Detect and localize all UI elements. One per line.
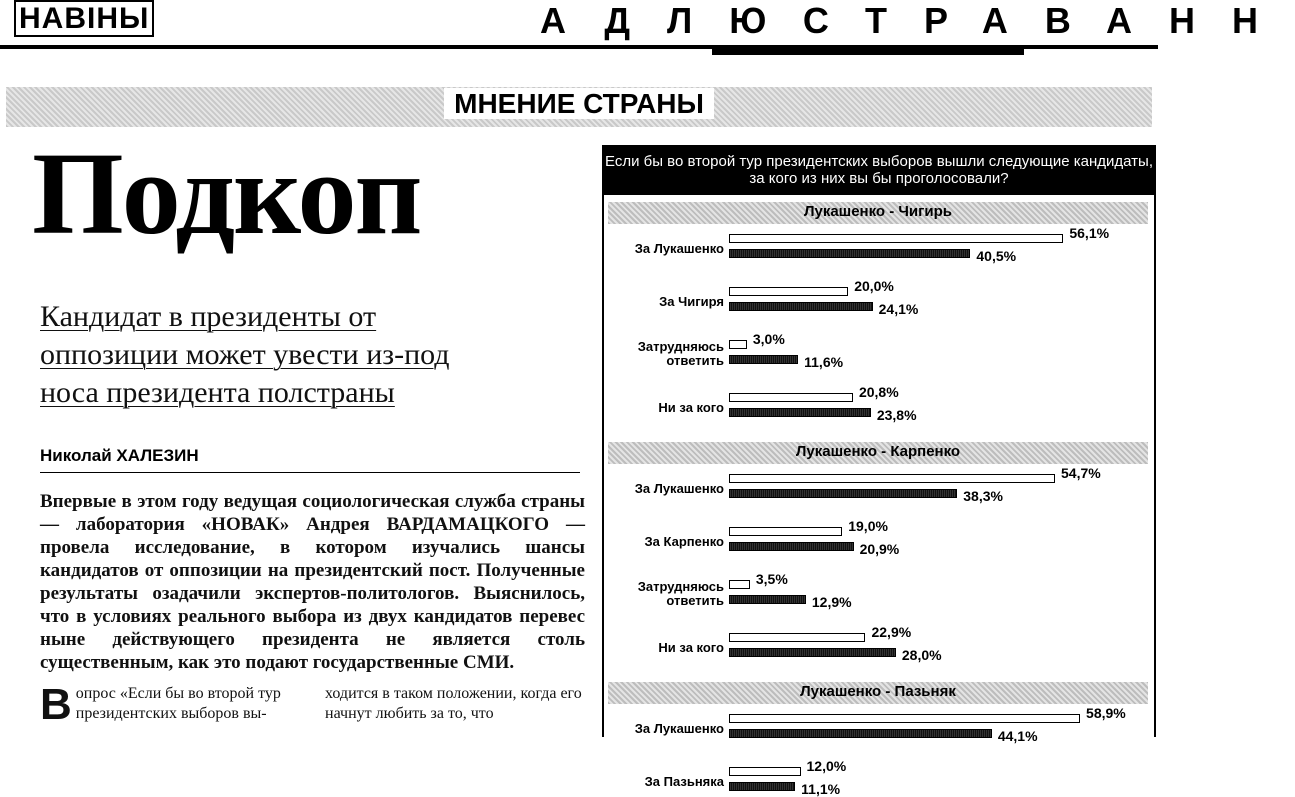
bar-2000	[729, 249, 970, 258]
value-label: 3,0%	[752, 331, 785, 347]
bar-2001	[729, 340, 747, 349]
bar-2000	[729, 595, 806, 604]
poll-chart	[602, 145, 1156, 797]
body-text: опрос «Если бы во второй тур президентских выборов вы-	[75, 685, 281, 722]
value-label: 23,8%	[876, 407, 917, 423]
header-rule-accent	[712, 49, 1024, 55]
subheadline-line: Кандидат в президенты от	[40, 300, 377, 333]
value-label: 44,1%	[997, 728, 1038, 744]
bar-2001	[729, 393, 853, 402]
bar-2000	[729, 302, 873, 311]
value-label: 20,8%	[858, 384, 899, 400]
bar-2000	[729, 542, 854, 551]
body-column-2: ходится в таком положении, когда его начнут любить за то, что	[325, 685, 582, 722]
chart-title: Если бы во второй тур президентских выборов вышли следующие кандидаты, за кого из них вы бы проголосовали?	[604, 147, 1154, 195]
section-title: АДЛЮСТРАВАНН	[540, 0, 1295, 41]
value-label: 22,9%	[871, 624, 912, 640]
bar-2001	[729, 580, 750, 589]
row-label: За Лукашенко	[634, 721, 724, 736]
value-label: 28,0%	[901, 647, 942, 663]
value-label: 12,0%	[806, 758, 847, 774]
article-subheadline	[40, 298, 560, 412]
value-label: 56,1%	[1069, 225, 1110, 241]
value-label: 58,9%	[1086, 705, 1126, 721]
rubric-title: МНЕНИЕ СТРАНЫ	[0, 88, 1158, 120]
row-label: За Карпенко	[644, 534, 724, 549]
row-label: За Пазьняка	[644, 774, 724, 789]
value-label: 20,0%	[854, 278, 894, 294]
value-label: 54,7%	[1061, 465, 1101, 481]
value-label: 11,6%	[804, 354, 844, 370]
section-label: Лукашенко - Чигирь	[803, 203, 953, 220]
bar-2001	[729, 234, 1063, 243]
subheadline-line: оппозиции может увести из-под	[40, 338, 450, 371]
value-label: 12,9%	[811, 594, 852, 610]
section-header	[608, 202, 1148, 224]
section-header	[608, 442, 1148, 464]
section-label: Лукашенко - Карпенко	[795, 443, 961, 460]
subheadline-line: носа президента полстраны	[40, 376, 395, 409]
value-label: 40,5%	[976, 248, 1017, 264]
article-headline: Подкоп	[32, 128, 421, 259]
bar-2000	[729, 408, 871, 417]
value-label: 20,9%	[859, 541, 900, 557]
value-label: 11,1%	[801, 781, 841, 797]
drop-cap: В	[40, 680, 72, 729]
byline-rule	[40, 472, 580, 473]
row-label: Затрудняюсь ответить	[637, 339, 724, 368]
bar-2001	[729, 527, 842, 536]
author-byline: Николай ХАЛЕЗИН	[40, 446, 199, 465]
bar-2001	[729, 767, 801, 776]
bar-2001	[729, 474, 1055, 483]
section-label: Лукашенко - Пазьняк	[800, 683, 956, 700]
row-label: За Чигиря	[659, 294, 724, 309]
bar-2001	[729, 633, 865, 642]
row-label: За Лукашенко	[634, 241, 724, 256]
bar-2000	[729, 648, 896, 657]
section-logo: НАВІНЫ	[14, 2, 154, 36]
bar-2000	[729, 489, 957, 498]
row-label: Ни за кого	[658, 400, 724, 415]
value-label: 19,0%	[848, 518, 888, 534]
row-label: Затрудняюсь ответить	[637, 579, 724, 608]
bar-2001	[729, 287, 848, 296]
row-label: Ни за кого	[658, 640, 724, 655]
section-header	[608, 682, 1148, 704]
body-column-1	[40, 680, 295, 729]
article-lead: Впервые в этом году ведущая социологическая служба страны — лаборатория «НОВАК» Андрея ВАРДАМАЦКОГО — провела исследование, в котором изучались шансы кандидатов от оппозиции на президентский пост. Полученные результаты озадачили экспертов-политологов. Выяснилось, что в условиях реального выбора из двух кандидатов перевес ныне действующего президента не является столь существенным, как это подают государственные СМИ.	[40, 491, 585, 673]
bar-2000	[729, 355, 798, 364]
value-label: 24,1%	[878, 301, 919, 317]
value-label: 3,5%	[755, 571, 788, 587]
value-label: 38,3%	[963, 488, 1003, 504]
bar-2001	[729, 714, 1080, 723]
bar-2000	[729, 729, 992, 738]
row-label: За Лукашенко	[634, 481, 724, 496]
bar-2000	[729, 782, 795, 791]
